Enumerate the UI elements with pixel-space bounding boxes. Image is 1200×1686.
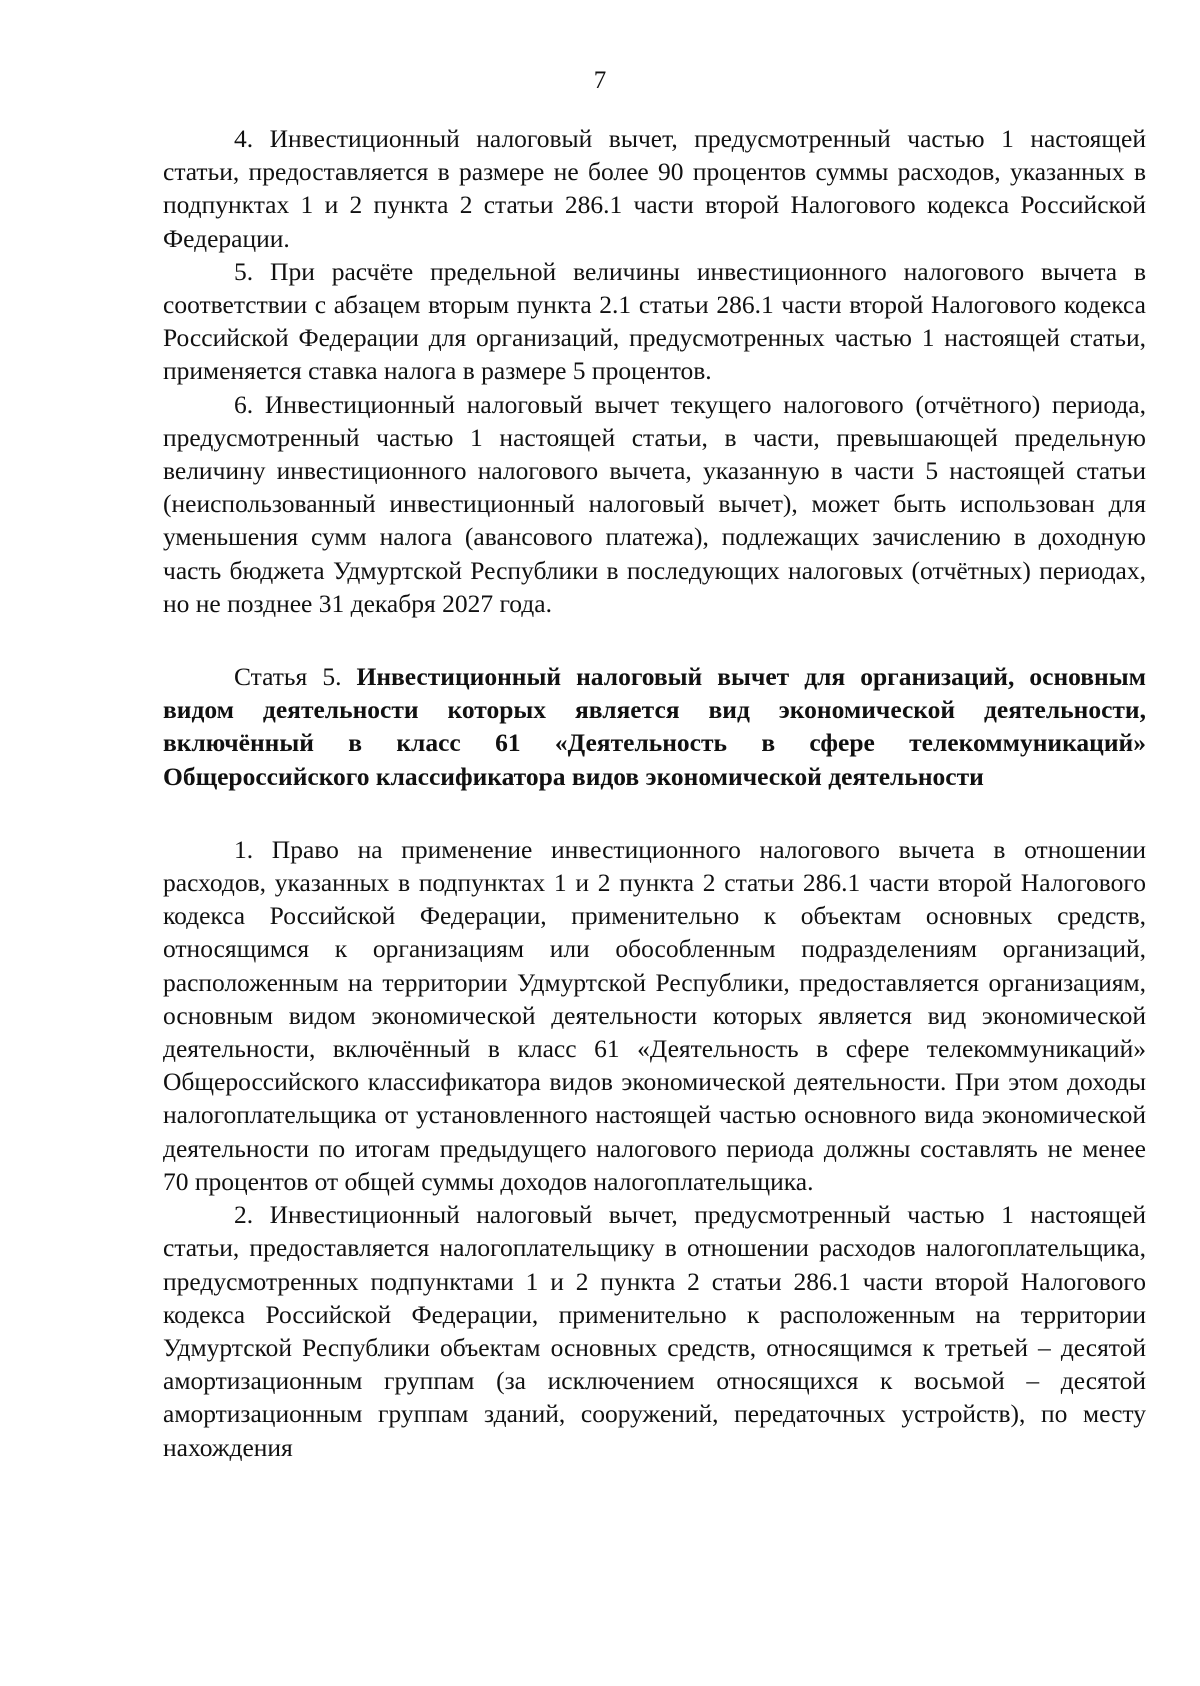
article-title: Инвестиционный налоговый вычет для организаций, основным видом деятельности которых является вид экономической деятельности, включённый в класс 61 «Деятельность в сфере телекоммуникаций» Общероссийского классификатора видов экономической деятельности [163, 662, 1146, 791]
article-label: Статья 5. [234, 662, 342, 692]
paragraph-4: 4. Инвестиционный налоговый вычет, предусмотренный частью 1 настоящей статьи, предоставляется в размере не более 90 процентов суммы расходов, указанных в подпунктах 1 и 2 пункта 2 статьи 286.1 части второй Налогового кодекса Российской Федерации. [163, 124, 1146, 253]
spacer [163, 793, 1146, 833]
article-heading [163, 660, 1146, 793]
paragraph-article5-1: 1. Право на применение инвестиционного налогового вычета в отношении расходов, указанных в подпунктах 1 и 2 пункта 2 статьи 286.1 части второй Налогового кодекса Российской Федерации, применительно к объектам основных средств, относящимся к организациям или обособленным подразделениям организаций, расположенным на территории Удмуртской Республики, предоставляется организациям, основным видом экономической деятельности которых является вид экономической деятельности, включённый в класс 61 «Деятельность в сфере телекоммуникаций» Общероссийского классификатора видов экономической деятельности. При этом доходы налогоплательщика от установленного настоящей частью основного вида экономической деятельности по итогам предыдущего налогового периода должны составлять не менее 70 процентов от общей суммы доходов налогоплательщика. [163, 834, 1146, 1196]
paragraph-5: 5. При расчёте предельной величины инвестиционного налогового вычета в соответствии с абзацем вторым пункта 2.1 статьи 286.1 части второй Налогового кодекса Российской Федерации для организаций, предусмотренных частью 1 настоящей статьи, применяется ставка налога в размере 5 процентов. [163, 256, 1146, 386]
paragraph-6: 6. Инвестиционный налоговый вычет текущего налогового (отчётного) периода, предусмотренный частью 1 настоящей статьи, в части, превышающей предельную величину инвестиционного налогового вычета, указанную в части 5 настоящей статьи (неиспользованный инвестиционный налоговый вычет), может быть использован для уменьшения сумм налога (авансового платежа), подлежащих зачислению в доходную часть бюджета Удмуртской Республики в последующих налоговых (отчётных) периодах, но не позднее 31 декабря 2027 года. [163, 389, 1146, 618]
document-body [163, 122, 1146, 1464]
page-number: 7 [593, 67, 607, 94]
paragraph-article5-2: 2. Инвестиционный налоговый вычет, предусмотренный частью 1 настоящей статьи, предоставляется налогоплательщику в отношении расходов налогоплательщика, предусмотренных подпунктами 1 и 2 пункта 2 статьи 286.1 части второй Налогового кодекса Российской Федерации, применительно к расположенным на территории Удмуртской Республики объектам основных средств, относящимся к третьей – десятой амортизационным группам (за исключением относящихся к восьмой – десятой амортизационным группам зданий, сооружений, передаточных устройств), по месту нахождения [163, 1200, 1146, 1462]
